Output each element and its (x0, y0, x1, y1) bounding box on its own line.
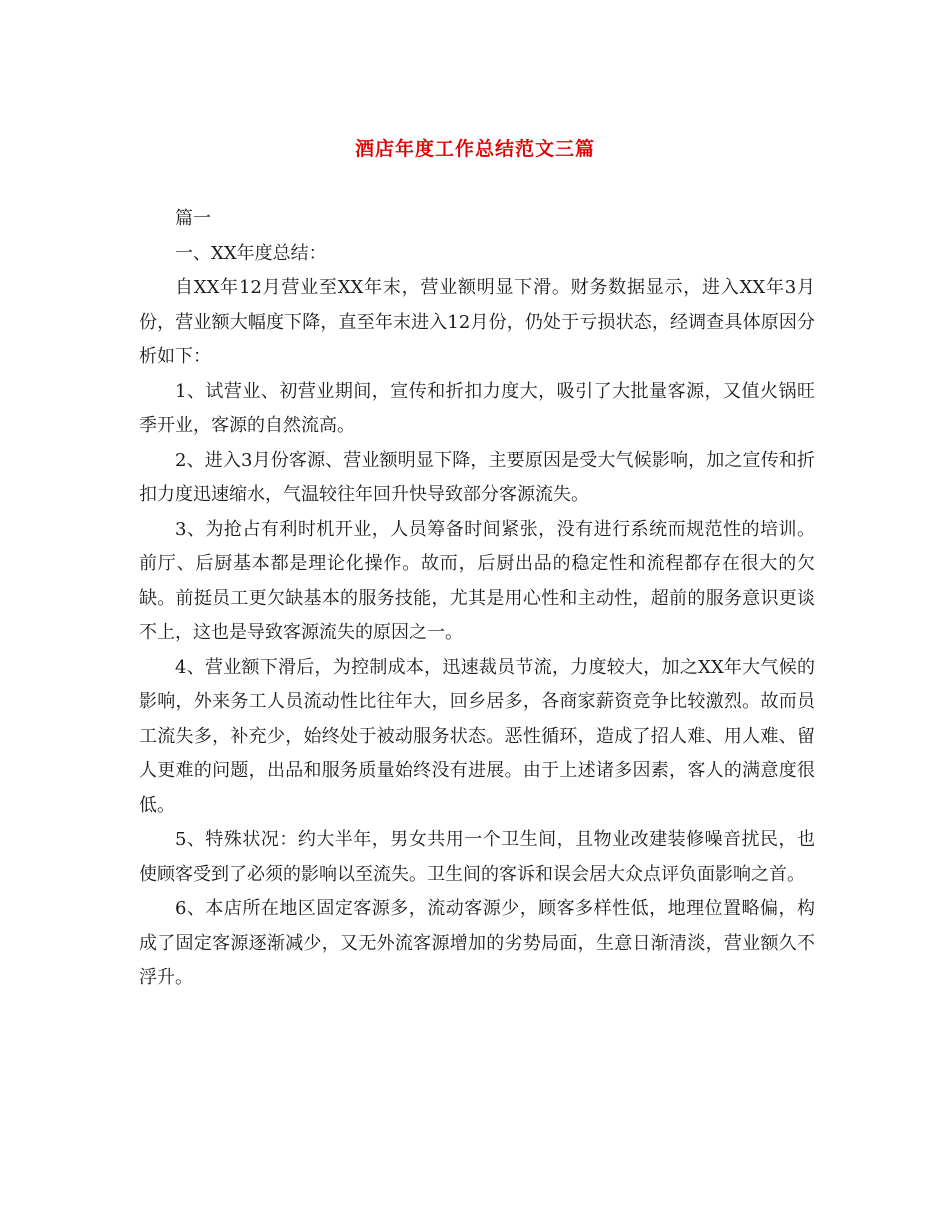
subsection-heading: 一、XX年度总结： (175, 242, 327, 264)
paragraph-intro: 自XX年12月营业至XX年末，营业额明显下滑。财务数据显示，进入XX年3月份，营业额大幅度下降，直至年末进入12月份，仍处于亏损状态，经调查具体原因分析如下： (139, 277, 815, 367)
section-heading: 篇一 (175, 208, 211, 229)
paragraph-item-4: 4、营业额下滑后，为控制成本，迅速裁员节流，力度较大，加之XX年大气候的影响，外来务工人员流动性比往年大，回乡居多，各商家薪资竞争比较激烈。故而员工流失多，补充少，始终处于被动服务状态。恶性循环，造成了招人难、用人难、留人更难的问题，出品和服务质量始终没有进展。由于上述诸多因素，客人的满意度很低。 (139, 656, 815, 816)
paragraph-item-5: 5、特殊状况：约大半年，男女共用一个卫生间，且物业改建装修噪音扰民，也使顾客受到了必须的影响以至流失。卫生间的客诉和误会居大众点评负面影响之首。 (139, 829, 815, 885)
paragraph-item-6: 6、本店所在地区固定客源多，流动客源少，顾客多样性低，地理位置略偏，构成了固定客源逐渐减少，又无外流客源增加的劣势局面，生意日渐清淡，营业额久不浮升。 (139, 898, 815, 988)
paragraph-item-2: 2、进入3月份客源、营业额明显下降，主要原因是受大气候影响，加之宣传和折扣力度迅速缩水，气温较往年回升快导致部分客源流失。 (139, 449, 815, 505)
paragraph-item-1: 1、试营业、初营业期间，宣传和折扣力度大，吸引了大批量客源，又值火锅旺季开业，客源的自然流高。 (139, 380, 815, 436)
document-title: 酒店年度工作总结范文三篇 (354, 138, 595, 160)
paragraph-item-3: 3、为抢占有利时机开业，人员筹备时间紧张，没有进行系统而规范性的培训。前厅、后厨基本都是理论化操作。故而，后厨出品的稳定性和流程都存在很大的欠缺。前挺员工更欠缺基本的服务技能，尤其是用心性和主动性，超前的服务意识更谈不上，这也是导致客源流失的原因之一。 (139, 518, 815, 643)
document-body (139, 202, 815, 996)
